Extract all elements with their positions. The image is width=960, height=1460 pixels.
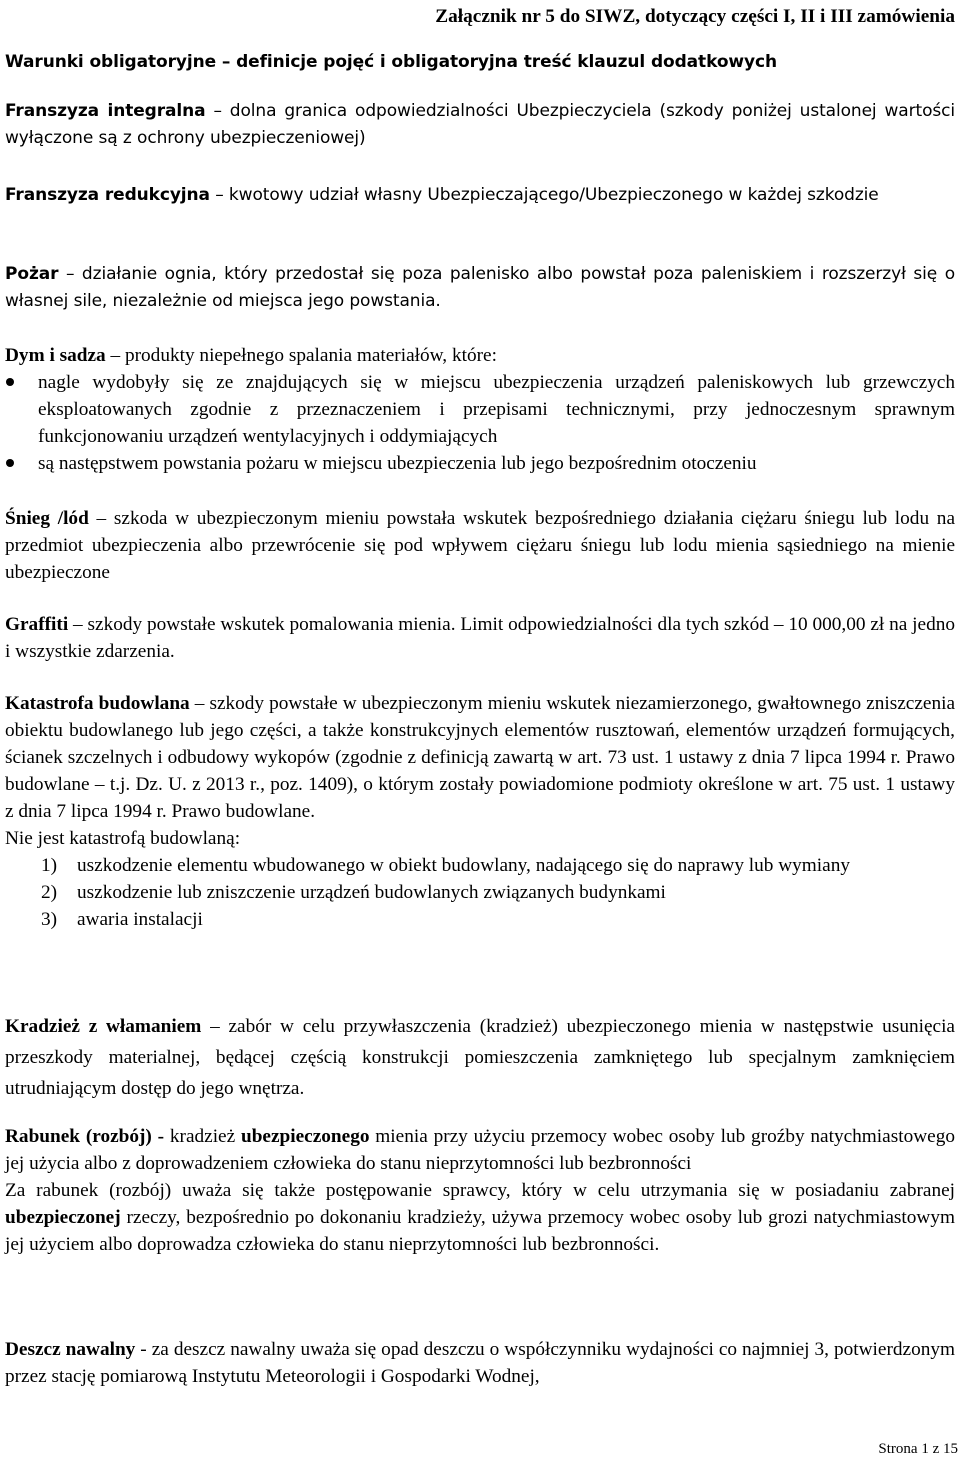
definition-text: – kwotowy udział własny Ubezpieczającego/Ubezpieczonego w każdej szkodzie [209,185,879,205]
definition-term: Franszyza redukcyjna [5,185,210,205]
definition-dym-i-sadza [5,342,955,477]
definition-text: – szkoda w ubezpieczonym mieniu powstała wskutek bezpośredniego działania ciężaru śniegu lub lodu na przedmiot ubezpieczenia albo przewrócenie się pod wpływem ciężaru śniegu lub lodu mienia sąsiedniego na mienie ubezpieczone [5,508,956,583]
definition-text: – szkody powstałe w ubezpieczonym mieniu wskutek niezamierzonego, gwałtownego zniszczenia obiektu budowlanego lub jego części, a także konstrukcyjnych elementów rusztowań, elementów urządzeń formujących, ścianek szczelnych i odbudowy wykopów (zgodnie z definicją zawartą w art. 73 ust. 1 ustawy z dnia 7 lipca 1994 r. Prawo budowlane – t.j. Dz. U. z 2013 r., poz. 1409), o którym zostały powiadomione podmioty określone w art. 75 ust. 1 ustawy z dnia 7 lipca 1994 r. Prawo budowlane. [5,693,955,822]
list-item-text: uszkodzenie elementu wbudowanego w obiekt budowlany, nadającego się do naprawy lub wymiany [77,855,850,876]
list-item: są następstwem powstania pożaru w miejscu ubezpieczenia lub jego bezpośrednim otoczeniu [5,450,955,477]
list-number: 3) [41,909,58,930]
page-number: Strona 1 z 15 [878,1441,958,1457]
definition-deszcz-nawalny [5,1336,955,1390]
definition-graffiti [5,611,955,665]
definition-text: – szkody powstałe wskutek pomalowania mienia. Limit odpowiedzialności dla tych szkód – 10 000,00 zł na jedno i wszystkie zdarzenia. [5,614,955,662]
definition-text: – zabór w celu przywłaszczenia (kradzież) ubezpieczonego mienia w następstwie usunięcia przeszkody materialnej, będącej częścią konstrukcji pomieszczenia zamkniętego lub specjalnym zamknięciem utrudniającym dostęp do jego wnętrza. [5,1016,955,1099]
definition-term: Pożar [5,264,59,284]
definition-text: – produkty niepełnego spalania materiałów, które: [105,345,497,366]
annex-header: Załącznik nr 5 do SIWZ, dotyczący części I, II i III zamówienia [435,6,955,27]
definition-text: – dolna granica odpowiedzialności Ubezpieczyciela (szkody poniżej ustalonej wartości wyłączone są z ochrony ubezpieczeniowej) [5,101,955,148]
definition-snieg-lod [5,505,955,586]
definition-franszyza-integralna [5,98,955,152]
definition-rabunek [5,1123,955,1258]
definition-body: Rabunek (rozbój) - kradzież ubezpieczonego mienia przy użyciu przemocy wobec osoby lub groźby natychmiastowego jej użycia albo z doprowadzeniem człowieka do stanu nieprzytomności lub bezbronności [5,1126,955,1174]
definition-text: – działanie ognia, który przedostał się poza palenisko albo powstał poza paleniskiem i rozszerzył się o własnej sile, niezależnie od miejsca jego powstania. [5,264,955,311]
definition-kradziez-z-wlamaniem [5,1011,955,1104]
list-item [5,906,955,933]
list-item [5,879,955,906]
definition-term: Rabunek (rozbój) - [5,1126,165,1147]
definition-franszyza-redukcyjna [5,182,955,209]
document-title: Warunki obligatoryjne – definicje pojęć i obligatoryjna treść klauzul dodatkowych [5,52,777,72]
document-page [5,0,955,1460]
definition-term: Kradzież z włamaniem [5,1016,202,1037]
exclusions-label: Nie jest katastrofą budowlaną: [5,828,241,849]
list-item [5,852,955,879]
definition-term: Katastrofa budowlana [5,693,190,714]
list-number: 2) [41,882,58,903]
definition-extension: Za rabunek (rozbój) uważa się także postępowanie sprawcy, który w celu utrzymania się w posiadaniu zabranej ubezpieczonej rzeczy, bezpośrednio po dokonaniu kradzieży, używa przemocy wobec osoby lub grozi natychmiastowym jej użyciem albo doprowadza człowieka do stanu nieprzytomności lub bezbronności. [5,1180,955,1255]
list-item-text: awaria instalacji [77,909,203,930]
bullet-list [5,369,955,477]
definition-term: Franszyza integralna [5,101,206,121]
list-number: 1) [41,855,58,876]
definition-text: - za deszcz nawalny uważa się opad deszczu o współczynniku wydajności co najmniej 3, potwierdzonym przez stację pomiarową Instytutu Meteorologii i Gospodarki Wodnej, [5,1339,955,1387]
list-item: nagle wydobyły się ze znajdujących się w miejscu ubezpieczenia urządzeń paleniskowych lub grzewczych eksploatowanych zgodnie z przeznaczeniem i przepisami technicznymi, przy jednoczesnym sprawnym funkcjonowaniu urządzeń wentylacyjnych i oddymiających [5,369,955,450]
definition-katastrofa-budowlana [5,690,955,933]
definition-body [5,690,955,825]
definition-term: Deszcz nawalny [5,1339,136,1360]
definition-term: Śnieg /lód [5,508,89,529]
definition-term: Dym i sadza [5,345,106,366]
list-item-text: uszkodzenie lub zniszczenie urządzeń budowlanych związanych budynkami [77,882,666,903]
definition-term: Graffiti [5,614,69,635]
numbered-list [5,852,955,933]
definition-intro [5,342,955,369]
definition-pozar [5,261,955,315]
